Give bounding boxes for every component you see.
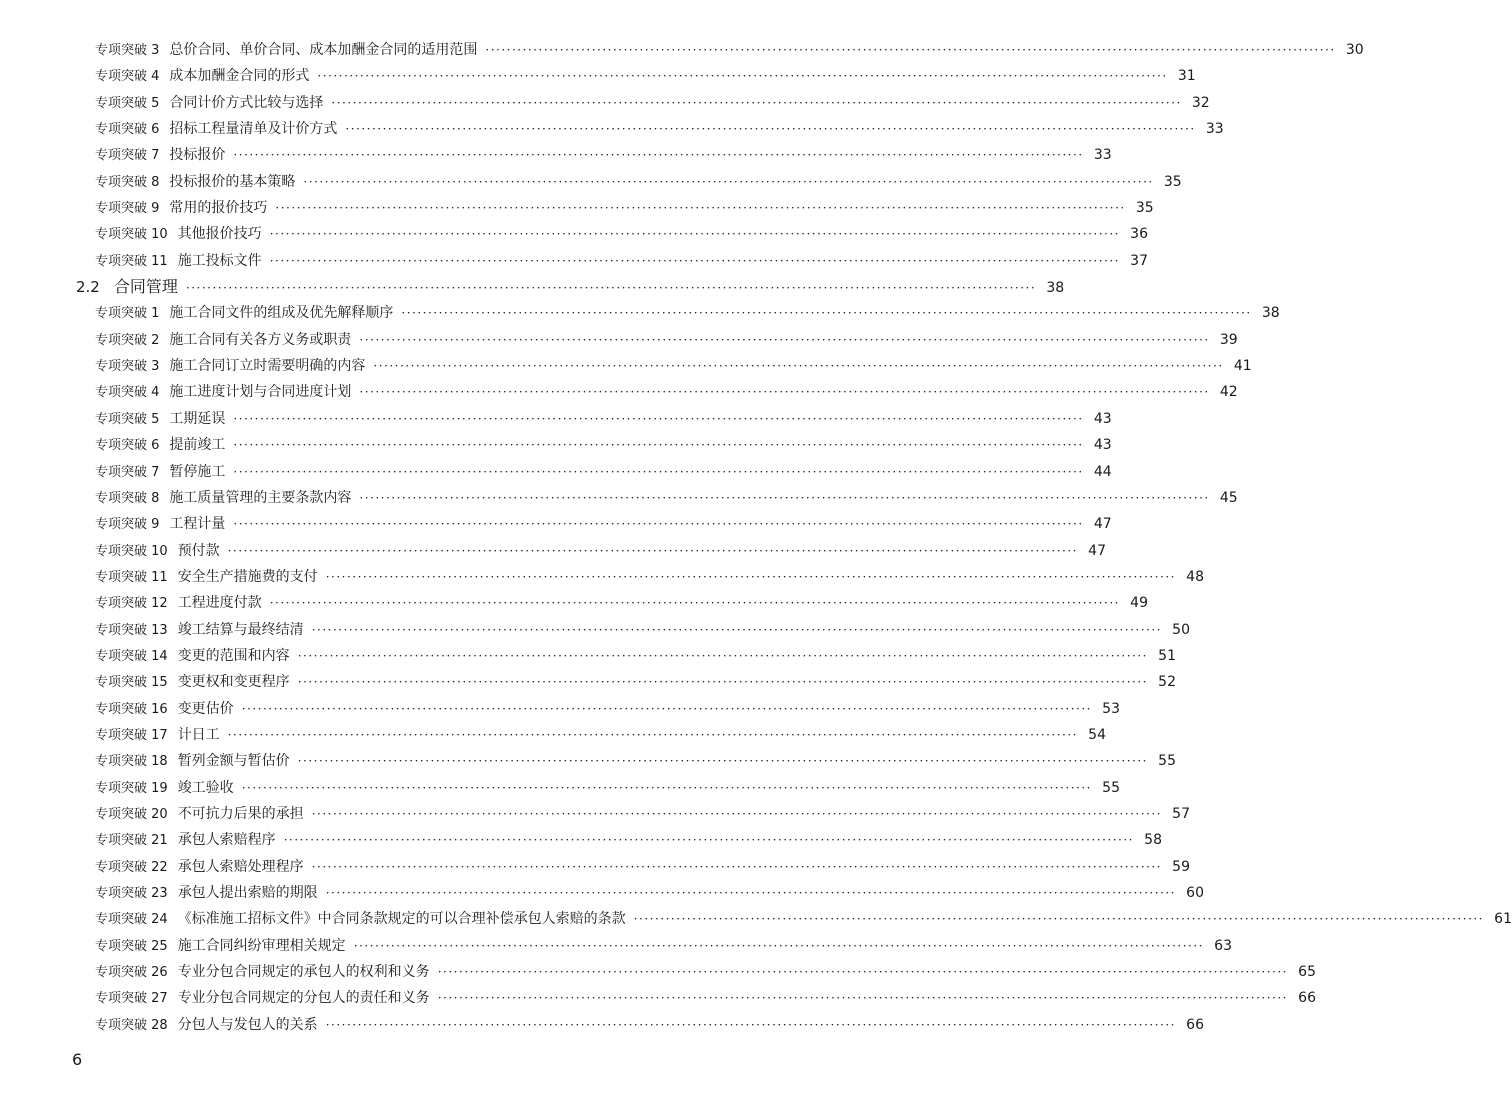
toc-entry-page: 53 <box>1102 700 1120 717</box>
toc-entry-label: 专项突破 3 <box>95 43 160 58</box>
toc-entry-label: 专项突破 1 <box>95 306 160 322</box>
toc-entry-label: 专项突破 4 <box>95 69 160 85</box>
toc-entry-label: 专项突破 22 <box>95 859 168 875</box>
toc-entry <box>0 63 1196 89</box>
toc-entry-title: 暂列金额与暂估价 <box>177 753 290 770</box>
dot-leader: ································································································································································ <box>233 464 1084 479</box>
table-of-contents <box>0 37 1512 1038</box>
toc-entry-title: 承包人提出索赔的期限 <box>177 885 318 901</box>
toc-entry-line <box>95 353 1252 380</box>
toc-entry-line <box>95 617 1190 644</box>
toc-entry-page: 42 <box>1219 384 1238 401</box>
toc-entry-label: 专项突破 9 <box>95 517 160 533</box>
toc-entry-label: 专项突破 15 <box>95 675 168 691</box>
dot-leader: ································································································································································ <box>373 359 1224 374</box>
toc-entry-label: 专项突破 13 <box>95 622 168 638</box>
dot-leader: ································································································································································ <box>297 648 1148 663</box>
toc-entry-line <box>95 63 1196 90</box>
toc-entry <box>0 880 1204 906</box>
toc-entry-title: 投标报价 <box>169 147 226 164</box>
dot-leader: ································································································································································ <box>303 174 1154 189</box>
dot-leader: ································································································································································ <box>297 675 1148 690</box>
dot-leader: ································································································································································ <box>311 859 1162 874</box>
toc-entry-page: 52 <box>1158 674 1176 691</box>
toc-entry <box>0 906 1512 932</box>
toc-entry <box>0 511 1112 537</box>
toc-entry <box>0 959 1316 985</box>
dot-leader: ································································································································································ <box>185 281 1037 296</box>
toc-entry-label: 专项突破 18 <box>95 754 168 770</box>
dot-leader: ································································································································································ <box>325 1017 1176 1032</box>
toc-entry-page: 51 <box>1158 647 1176 664</box>
toc-entry-title: 招标工程量清单及计价方式 <box>169 121 338 138</box>
toc-entry <box>0 748 1176 774</box>
toc-entry <box>0 617 1190 643</box>
toc-entry-label: 专项突破 16 <box>95 701 168 717</box>
dot-leader: ································································································································································ <box>269 596 1120 611</box>
toc-entry-line <box>95 854 1190 881</box>
toc-entry-page: 54 <box>1088 726 1106 743</box>
toc-entry-page: 43 <box>1093 410 1112 427</box>
toc-entry-title: 竣工验收 <box>177 779 234 796</box>
toc-entry <box>0 248 1148 274</box>
toc-entry-label: 专项突破 11 <box>95 253 168 269</box>
toc-entry-label: 专项突破 10 <box>95 227 168 243</box>
toc-entry-label: 专项突破 27 <box>95 991 168 1007</box>
toc-entry-line <box>95 775 1120 802</box>
toc-entry-page: 35 <box>1163 173 1182 190</box>
toc-entry-label: 专项突破 7 <box>95 148 160 164</box>
toc-entry-label: 专项突破 12 <box>95 596 168 612</box>
toc-entry-title: 工程计量 <box>169 516 226 533</box>
toc-entry-page: 36 <box>1130 226 1148 243</box>
toc-entry-title: 施工合同文件的组成及优先解释顺序 <box>169 305 394 322</box>
toc-entry-title: 施工投标文件 <box>177 252 262 269</box>
toc-entry <box>0 327 1238 353</box>
toc-entry-title: 预付款 <box>177 542 220 559</box>
toc-entry-page: 55 <box>1102 779 1120 796</box>
toc-entry-label: 专项突破 7 <box>95 464 160 480</box>
dot-leader: ································································································································································ <box>269 253 1120 268</box>
toc-entry-line <box>95 669 1176 696</box>
toc-entry <box>0 564 1204 590</box>
toc-entry <box>0 801 1190 827</box>
toc-entry-page: 50 <box>1172 621 1190 638</box>
toc-entry-title: 安全生产措施费的支付 <box>177 568 318 585</box>
toc-entry-line <box>95 221 1148 248</box>
toc-entry-page: 57 <box>1172 805 1190 822</box>
toc-section-heading <box>0 274 1065 300</box>
dot-leader: ································································································································································ <box>359 490 1210 505</box>
toc-entry <box>0 485 1238 511</box>
toc-entry-title: 承包人索赔程序 <box>177 832 276 849</box>
toc-entry-page: 60 <box>1186 885 1204 901</box>
toc-entry-line <box>95 406 1112 433</box>
dot-leader: ································································································································································ <box>345 122 1196 137</box>
dot-leader: ································································································································································ <box>275 201 1126 216</box>
dot-leader: ································································································································································ <box>325 886 1176 900</box>
toc-entry <box>0 432 1112 458</box>
toc-entry-line <box>95 564 1204 591</box>
toc-entry-line <box>95 959 1316 986</box>
toc-entry-label: 专项突破 24 <box>95 912 168 928</box>
toc-entry-line <box>95 248 1148 275</box>
toc-entry-line <box>95 116 1224 143</box>
toc-entry-title: 施工质量管理的主要条款内容 <box>169 489 352 506</box>
toc-entry-label: 专项突破 25 <box>95 938 168 954</box>
toc-entry-label: 专项突破 17 <box>95 727 168 743</box>
toc-entry-line <box>95 37 1364 64</box>
toc-entry-line <box>95 90 1210 117</box>
toc-entry-line <box>95 432 1112 459</box>
toc-entry-label: 2.2 <box>76 278 100 297</box>
toc-entry <box>0 933 1232 959</box>
toc-entry <box>0 221 1148 247</box>
toc-entry-title: 总价合同、单价合同、成本加酬金合同的适用范围 <box>169 42 478 58</box>
toc-entry <box>0 195 1154 221</box>
toc-entry-title: 竣工结算与最终结清 <box>177 621 304 638</box>
toc-entry-page: 58 <box>1144 832 1162 849</box>
toc-entry <box>0 37 1364 63</box>
toc-entry-label: 专项突破 3 <box>95 359 160 375</box>
toc-entry-page: 66 <box>1298 990 1316 1007</box>
toc-entry-label: 专项突破 11 <box>95 569 168 585</box>
toc-entry <box>0 775 1120 801</box>
toc-entry-title: 计日工 <box>177 726 220 743</box>
toc-entry-page: 41 <box>1233 358 1252 375</box>
toc-entry-title: 承包人索赔处理程序 <box>177 858 304 875</box>
toc-entry <box>0 696 1120 722</box>
dot-leader: ································································································································································ <box>269 227 1120 242</box>
dot-leader: ································································································································································ <box>233 148 1084 163</box>
dot-leader: ································································································································································ <box>311 622 1162 637</box>
toc-entry-line <box>95 538 1106 565</box>
toc-entry-line <box>95 827 1162 854</box>
toc-entry-page: 31 <box>1177 68 1196 85</box>
toc-entry-title: 提前竣工 <box>169 437 226 454</box>
toc-entry-title: 合同管理 <box>113 277 178 297</box>
dot-leader: ································································································································································ <box>633 912 1484 927</box>
toc-entry-label: 专项突破 14 <box>95 648 168 664</box>
dot-leader: ································································································································································ <box>233 438 1084 453</box>
toc-entry-line <box>95 485 1238 512</box>
page-number: 6 <box>72 1050 83 1069</box>
dot-leader: ································································································································································ <box>437 965 1288 980</box>
toc-entry-line <box>76 274 1065 301</box>
toc-entry-line <box>95 801 1190 828</box>
toc-entry-title: 常用的报价技巧 <box>169 200 268 217</box>
toc-entry-line <box>95 880 1204 907</box>
toc-entry-page: 49 <box>1130 595 1148 612</box>
toc-entry-title: 施工合同纠纷审理相关规定 <box>177 937 346 954</box>
dot-leader: ································································································································································ <box>485 43 1336 57</box>
toc-entry-page: 66 <box>1186 1016 1204 1033</box>
toc-entry-title: 合同计价方式比较与选择 <box>169 94 324 111</box>
toc-entry-label: 专项突破 8 <box>95 490 160 506</box>
toc-entry-line <box>95 722 1106 749</box>
toc-entry-line <box>95 1012 1204 1039</box>
toc-entry-title: 暂停施工 <box>169 463 226 480</box>
toc-entry-title: 投标报价的基本策略 <box>169 173 296 190</box>
dot-leader: ································································································································································ <box>331 95 1182 110</box>
toc-entry-page: 61 <box>1494 911 1512 928</box>
toc-entry-label: 专项突破 6 <box>95 122 160 138</box>
toc-entry <box>0 827 1162 853</box>
toc-entry-page: 44 <box>1093 463 1112 480</box>
toc-entry-line <box>95 933 1232 960</box>
toc-entry-page: 59 <box>1172 858 1190 875</box>
toc-entry <box>0 379 1238 405</box>
toc-entry-line <box>95 643 1176 670</box>
dot-leader: ································································································································································ <box>227 727 1078 742</box>
toc-entry <box>0 643 1176 669</box>
toc-entry-page: 45 <box>1219 489 1238 506</box>
toc-entry-line <box>95 511 1112 538</box>
toc-entry-page: 47 <box>1093 516 1112 533</box>
toc-entry <box>0 669 1176 695</box>
toc-entry-line <box>95 590 1148 617</box>
toc-entry-page: 38 <box>1046 280 1065 297</box>
toc-entry-title: 《标准施工招标文件》中合同条款规定的可以合理补偿承包人索赔的条款 <box>177 911 626 928</box>
toc-entry <box>0 1012 1204 1038</box>
toc-entry-page: 63 <box>1214 937 1232 954</box>
dot-leader: ································································································································································ <box>353 938 1204 953</box>
toc-entry-label: 专项突破 10 <box>95 543 168 559</box>
toc-entry-page: 65 <box>1298 964 1316 981</box>
toc-entry-page: 48 <box>1186 568 1204 585</box>
dot-leader: ································································································································································ <box>437 991 1288 1006</box>
dot-leader: ································································································································································ <box>227 543 1078 558</box>
toc-entry <box>0 169 1182 195</box>
toc-entry-page: 37 <box>1130 252 1148 269</box>
toc-entry <box>0 722 1106 748</box>
toc-entry-label: 专项突破 21 <box>95 833 168 849</box>
toc-entry <box>0 300 1280 326</box>
dot-leader: ································································································································································ <box>233 517 1084 532</box>
toc-entry-line <box>95 985 1316 1012</box>
toc-entry-line <box>95 300 1280 327</box>
toc-entry-line <box>95 327 1238 354</box>
toc-entry <box>0 590 1148 616</box>
dot-leader: ································································································································································ <box>325 569 1176 584</box>
toc-entry-title: 成本加酬金合同的形式 <box>169 68 310 85</box>
toc-entry-label: 专项突破 23 <box>95 886 168 901</box>
toc-entry-title: 不可抗力后果的承担 <box>177 805 304 822</box>
toc-entry-page: 35 <box>1135 200 1154 217</box>
toc-entry-page: 47 <box>1088 542 1106 559</box>
toc-entry-label: 专项突破 2 <box>95 332 160 348</box>
toc-entry-title: 工程进度付款 <box>177 595 262 612</box>
toc-entry <box>0 985 1316 1011</box>
toc-entry-line <box>95 906 1512 933</box>
toc-entry-title: 分包人与发包人的关系 <box>177 1016 318 1033</box>
toc-entry-label: 专项突破 9 <box>95 201 160 217</box>
toc-entry-title: 变更的范围和内容 <box>177 647 290 664</box>
toc-entry-page: 38 <box>1261 305 1280 322</box>
toc-entry-title: 工期延误 <box>169 410 226 427</box>
toc-entry-line <box>95 195 1154 222</box>
dot-leader: ································································································································································ <box>241 701 1092 716</box>
toc-entry-line <box>95 379 1238 406</box>
toc-entry-label: 专项突破 5 <box>95 95 160 111</box>
toc-entry <box>0 459 1112 485</box>
toc-entry-page: 30 <box>1345 42 1364 58</box>
toc-entry-page: 32 <box>1191 94 1210 111</box>
toc-entry <box>0 116 1224 142</box>
toc-entry-title: 施工合同有关各方义务或职责 <box>169 331 352 348</box>
dot-leader: ································································································································································ <box>311 806 1162 821</box>
toc-entry-page: 43 <box>1093 437 1112 454</box>
toc-entry-line <box>95 459 1112 486</box>
toc-entry-title: 其他报价技巧 <box>177 226 262 243</box>
dot-leader: ································································································································································ <box>359 385 1210 400</box>
toc-entry <box>0 90 1210 116</box>
dot-leader: ································································································································································ <box>283 833 1134 848</box>
toc-entry-page: 39 <box>1219 331 1238 348</box>
toc-entry-label: 专项突破 26 <box>95 965 168 981</box>
toc-entry-title: 施工进度计划与合同进度计划 <box>169 384 352 401</box>
toc-entry-page: 33 <box>1205 121 1224 138</box>
toc-entry <box>0 142 1112 168</box>
toc-entry-label: 专项突破 5 <box>95 411 160 427</box>
toc-entry-line <box>95 748 1176 775</box>
toc-entry <box>0 406 1112 432</box>
toc-entry-label: 专项突破 6 <box>95 438 160 454</box>
toc-entry-line <box>95 169 1182 196</box>
toc-entry-title: 专业分包合同规定的承包人的权利和义务 <box>177 964 430 981</box>
toc-entry-page: 33 <box>1093 147 1112 164</box>
dot-leader: ································································································································································ <box>233 411 1084 426</box>
toc-entry-line <box>95 142 1112 169</box>
dot-leader: ································································································································································ <box>297 754 1148 769</box>
toc-entry-title: 变更估价 <box>177 700 234 717</box>
toc-entry <box>0 538 1106 564</box>
dot-leader: ································································································································································ <box>317 69 1168 84</box>
toc-entry-label: 专项突破 28 <box>95 1017 168 1033</box>
dot-leader: ································································································································································ <box>241 780 1092 795</box>
toc-entry-title: 施工合同订立时需要明确的内容 <box>169 358 366 375</box>
dot-leader: ································································································································································ <box>401 306 1252 321</box>
toc-entry-page: 55 <box>1158 753 1176 770</box>
toc-entry-label: 专项突破 19 <box>95 780 168 796</box>
toc-entry-label: 专项突破 8 <box>95 174 160 190</box>
toc-entry-title: 变更权和变更程序 <box>177 674 290 691</box>
toc-entry-label: 专项突破 20 <box>95 806 168 822</box>
toc-entry-label: 专项突破 4 <box>95 385 160 401</box>
toc-entry <box>0 353 1252 379</box>
dot-leader: ································································································································································ <box>359 332 1210 347</box>
toc-entry <box>0 854 1190 880</box>
toc-entry-line <box>95 696 1120 723</box>
toc-entry-title: 专业分包合同规定的分包人的责任和义务 <box>177 990 430 1007</box>
